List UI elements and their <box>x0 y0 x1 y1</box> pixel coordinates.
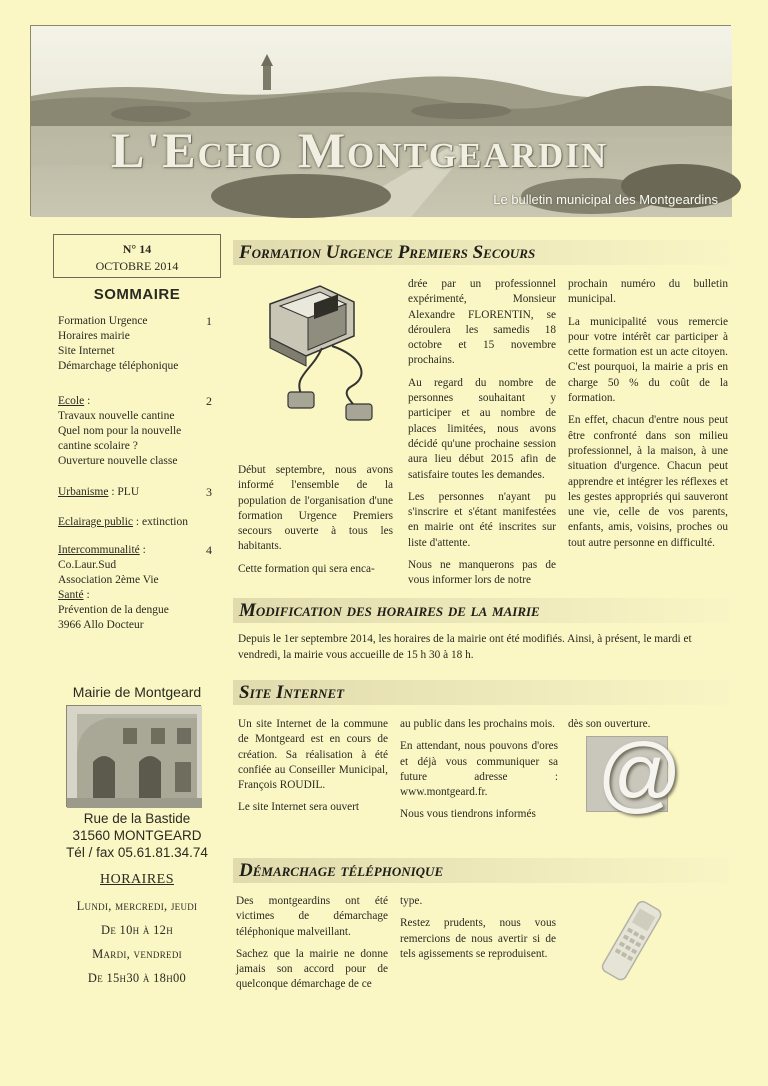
formation-heading: Formation Urgence Premiers Secours <box>233 240 730 265</box>
horaires-body: Depuis le 1er septembre 2014, les horaires de la mairie ont été modifiés. Ainsi, à présent, le mardi et vendredi, la mairie vous accueille de 15 h 30 à 18 h. <box>238 633 692 661</box>
paragraph: Un site Internet de la commune de Montgeard est en cours de création. Sa réalisation à été confiée au Conseiller Municipal, François ROUDIL. <box>238 718 388 792</box>
toc-group-1 <box>58 314 218 374</box>
toc-line: Prévention de la dengue <box>58 604 169 616</box>
toc-group-2 <box>58 394 218 469</box>
horaires-title: HORAIRES <box>99 872 174 887</box>
mairie-title: Mairie de Montgeard <box>72 684 202 700</box>
issue-date: OCTOBRE 2014 <box>95 259 179 273</box>
newsletter-title: L'Echo Montgeardin <box>111 122 609 178</box>
formation-col-2 <box>408 277 556 596</box>
toc-line: Ouverture nouvelle classe <box>58 455 178 467</box>
formation-col-3 <box>568 277 728 558</box>
toc-heading-suffix: : extinction <box>133 516 188 528</box>
internet-col-1 <box>238 717 388 823</box>
demarchage-col-1 <box>236 894 388 1000</box>
masthead-banner <box>30 25 731 216</box>
defibrillator-illustration <box>262 276 378 426</box>
toc-heading-suffix: : <box>83 589 90 601</box>
toc-line: Démarchage téléphonique <box>58 360 179 372</box>
paragraph: Les personnes n'ayant pu s'inscrire et s'étant manifestées en mairie ont été inscrites sur liste d'attente. <box>408 490 556 549</box>
toc-line: Site Internet <box>58 345 115 357</box>
toc-heading: Santé <box>58 589 84 601</box>
toc-group-4 <box>58 515 218 530</box>
paragraph: type. <box>400 895 423 907</box>
paragraph: au public dans les prochains mois. <box>400 718 555 730</box>
demarchage-heading: Démarchage téléphonique <box>233 858 730 883</box>
toc-page-number: 3 <box>206 485 212 499</box>
toc-line: Horaires mairie <box>58 330 130 342</box>
mairie-address <box>53 810 221 861</box>
address-line: 31560 MONTGEARD <box>72 828 202 843</box>
horaires-heading: Modification des horaires de la mairie <box>233 598 730 623</box>
horaires-days: Mardi, vendredi <box>92 947 182 961</box>
paragraph: Début septembre, nous avons informé l'ensemble de la population de l'organisation d'une formation Urgence Premiers secours ouverte à tous les habitants. <box>238 464 393 553</box>
toc-line: Association 2ème Vie <box>58 574 159 586</box>
toc-heading-suffix: : <box>139 544 146 556</box>
toc-line: cantine scolaire ? <box>58 440 138 452</box>
toc-heading: Intercommunalité <box>58 544 140 556</box>
toc-group-3 <box>58 485 218 500</box>
toc-heading: Eclairage public <box>58 516 134 528</box>
horaires-hours: De 10h à 12h <box>101 923 173 937</box>
paragraph: Restez prudents, nous vous remercions de nous avertir si de tels agissements se reproduisent. <box>400 917 556 960</box>
paragraph: Le site Internet sera ouvert <box>238 801 360 814</box>
toc-line: Quel nom pour la nouvelle <box>58 425 182 437</box>
demarchage-col-2 <box>400 894 556 969</box>
newsletter-subtitle: Le bulletin municipal des Montgeardins <box>493 192 718 207</box>
paragraph: Des montgeardins ont été victimes de démarchage téléphonique malveillant. <box>236 895 388 938</box>
horaires-days: Lundi, mercredi, jeudi <box>76 899 198 913</box>
issue-box <box>53 234 221 278</box>
paragraph: La municipalité vous remercie pour votre intérêt car participer à cette formation est un acte citoyen. C'est pourquoi, la mairie a pris en charge 50 % du coût de la formation. <box>568 315 728 405</box>
horaires-hours: De 15h30 à 18h00 <box>87 971 187 985</box>
toc-page-number: 4 <box>206 543 212 557</box>
paragraph: En effet, chacun d'entre nous peut être confronté dans son milieu professionnel, à la maison, à une situation d'urgence. Chacun peut apprendre et intégrer les réflexes et les gestes appropriés qui sauveront une vie, celle de vos parents, enfants, amis, voisins, proches ou tout autre personne en difficulté. <box>568 414 728 549</box>
mairie-photo <box>66 705 201 807</box>
at-glyph: @ <box>597 726 683 820</box>
phone-icon <box>592 895 672 990</box>
paragraph: Cette formation qui sera enca- <box>238 562 375 575</box>
formation-col-1 <box>238 463 393 584</box>
sommaire-title: SOMMAIRE <box>93 286 181 303</box>
toc-heading: Urbanisme <box>58 486 109 498</box>
internet-heading: Site Internet <box>233 680 730 705</box>
toc-line: Co.Laur.Sud <box>58 559 117 571</box>
paragraph: Nous vous tiendrons informés <box>400 808 536 821</box>
paragraph: Sachez que la mairie ne donne jamais son accord pour de quelconque démarchage de ce <box>236 947 388 991</box>
paragraph: drée par un professionnel expérimenté, Monsieur Alexandre FLORENTIN, se déroulera les samedis 18 octobre et 15 novembre prochains. <box>408 278 556 367</box>
paragraph: prochain numéro du bulletin municipal. <box>568 278 728 306</box>
toc-group-5 <box>58 543 218 633</box>
toc-heading-suffix: : <box>84 395 91 407</box>
paragraph: Nous ne manquerons pas de vous informer lors de notre <box>408 559 556 587</box>
paragraph: En attendant, nous pouvons d'ores et déjà vous communiquer sa future adresse : www.montgeard.fr. <box>400 740 558 799</box>
address-line: Rue de la Bastide <box>83 811 191 826</box>
at-sign-icon <box>586 726 683 820</box>
toc-line: Formation Urgence <box>58 315 148 327</box>
internet-col-2 <box>400 717 558 830</box>
toc-line: Travaux nouvelle cantine <box>58 410 175 422</box>
phone-line: Tél / fax 05.61.81.34.74 <box>66 845 208 860</box>
toc-page-number: 1 <box>206 314 212 328</box>
paragraph: dès son ouverture. <box>568 718 651 730</box>
toc-heading: Ecole <box>58 395 85 407</box>
toc-heading-suffix: : PLU <box>108 486 140 498</box>
toc-page-number: 2 <box>206 394 212 408</box>
paragraph: Au regard du nombre de personnes souhaitant y participer et au nombre de places limitées, nous avons décidé qu'une prochaine session aura lieu début 2015 afin de satisfaire toutes les demandes. <box>408 376 556 481</box>
toc-line: 3966 Allo Docteur <box>58 619 144 631</box>
issue-number: N° 14 <box>122 242 152 256</box>
